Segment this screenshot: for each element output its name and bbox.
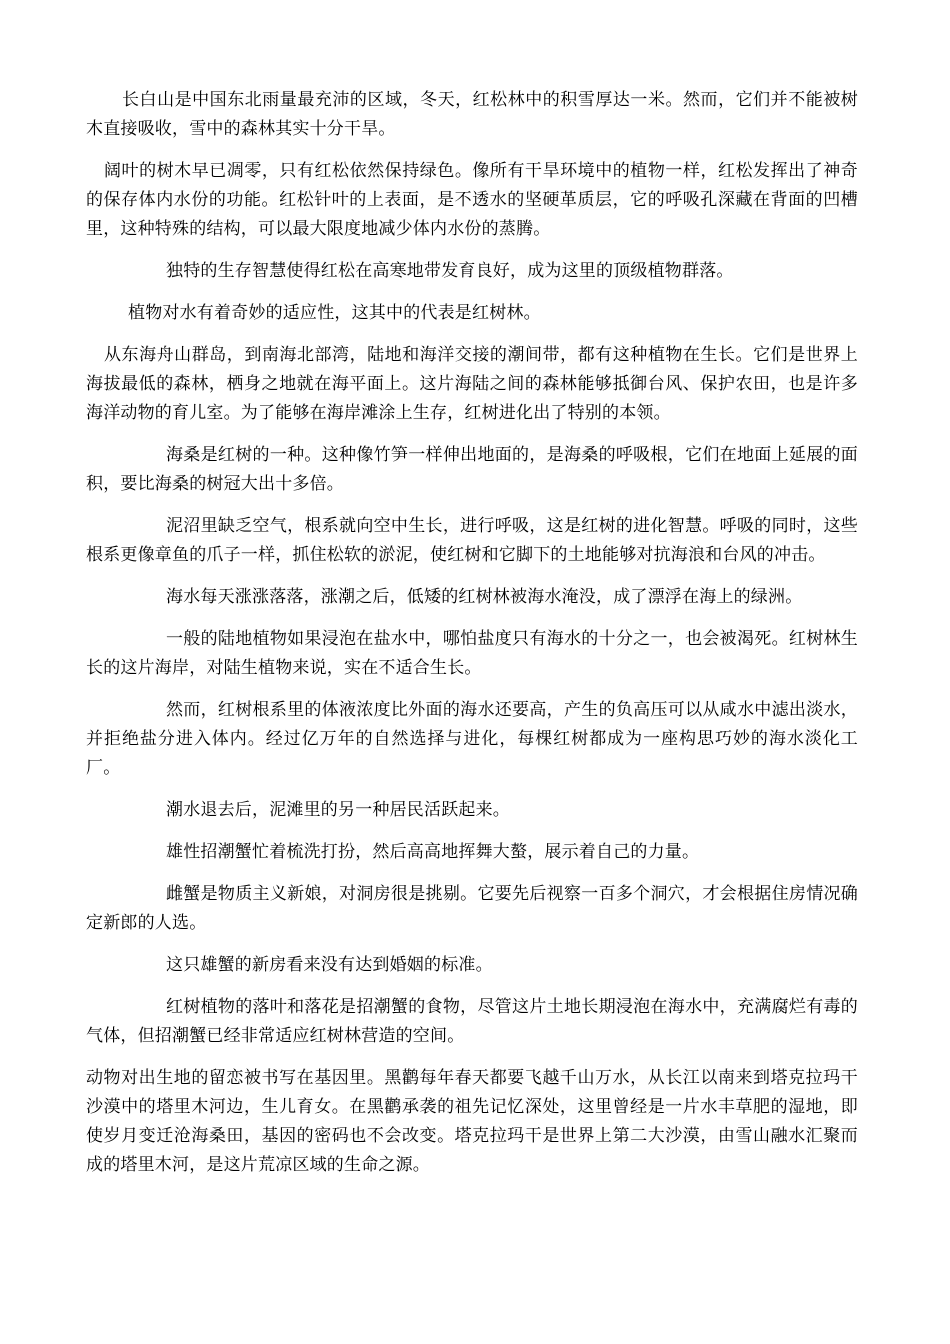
paragraph-11: 潮水退去后，泥滩里的另一种居民活跃起来。 [166,800,510,820]
paragraph-15: 红树植物的落叶和落花是招潮蟹的食物，尽管这片土地长期浸泡在海水中，充满腐烂有毒的气体，但招潮蟹已经非常适应红树林营造的空间。 [86,997,858,1046]
paragraph-5: 从东海舟山群岛，到南海北部湾，陆地和海洋交接的潮间带，都有这种植物在生长。它们是世界上海拔最低的森林，栖身之地就在海平面上。这片海陆之间的森林能够抵御台风、保护农田，也是许多海洋动物的育儿室。为了能够在海岸滩涂上生存，红树进化出了特别的本领。 [86,345,858,423]
paragraph-1: 长白山是中国东北雨量最充沛的区域，冬天，红松林中的积雪厚达一米。然而，它们并不能被树木直接吸收，雪中的森林其实十分干旱。 [86,90,858,139]
paragraph-3: 独特的生存智慧使得红松在高寒地带发育良好，成为这里的顶级植物群落。 [166,261,734,281]
paragraph-8: 海水每天涨涨落落，涨潮之后，低矮的红树林被海水淹没，成了漂浮在海上的绿洲。 [166,587,803,607]
paragraph-16: 动物对出生地的留恋被书写在基因里。黑鹳每年春天都要飞越千山万水，从长江以南来到塔克拉玛干沙漠中的塔里木河边，生儿育女。在黑鹳承袭的祖先记忆深处，这里曾经是一片水丰草肥的湿地，即使岁月变迁沧海桑田，基因的密码也不会改变。塔克拉玛干是世界上第二大沙漠，由雪山融水汇聚而成的塔里木河，是这片荒凉区域的生命之源。 [86,1068,858,1175]
paragraph-14: 这只雄蟹的新房看来没有达到婚姻的标准。 [166,955,493,975]
paragraph-4: 植物对水有着奇妙的适应性，这其中的代表是红树林。 [128,303,541,323]
paragraph-9: 一般的陆地植物如果浸泡在盐水中，哪怕盐度只有海水的十分之一，也会被渴死。红树林生长的这片海岸，对陆生植物来说，实在不适合生长。 [86,629,858,678]
paragraph-6: 海桑是红树的一种。这种像竹笋一样伸出地面的，是海桑的呼吸根，它们在地面上延展的面积，要比海桑的树冠大出十多倍。 [86,445,858,494]
document-page [86,86,858,1193]
paragraph-7: 泥沼里缺乏空气，根系就向空中生长，进行呼吸，这是红树的进化智慧。呼吸的同时，这些根系更像章鱼的爪子一样，抓住松软的淤泥，使红树和它脚下的土地能够对抗海浪和台风的冲击。 [86,516,858,565]
paragraph-12: 雄性招潮蟹忙着梳洗打扮，然后高高地挥舞大螯，展示着自己的力量。 [166,842,700,862]
paragraph-13: 雌蟹是物质主义新娘，对洞房很是挑剔。它要先后视察一百多个洞穴，才会根据住房情况确定新郎的人选。 [86,884,858,933]
paragraph-2: 阔叶的树木早已凋零，只有红松依然保持绿色。像所有干旱环境中的植物一样，红松发挥出了神奇的保存体内水份的功能。红松针叶的上表面，是不透水的坚硬革质层，它的呼吸孔深藏在背面的凹槽里，这种特殊的结构，可以最大限度地减少体内水份的蒸腾。 [86,161,858,239]
paragraph-10: 然而，红树根系里的体液浓度比外面的海水还要高，产生的负高压可以从咸水中滤出淡水，并拒绝盐分进入体内。经过亿万年的自然选择与进化，每棵红树都成为一座构思巧妙的海水淡化工厂。 [86,700,858,778]
